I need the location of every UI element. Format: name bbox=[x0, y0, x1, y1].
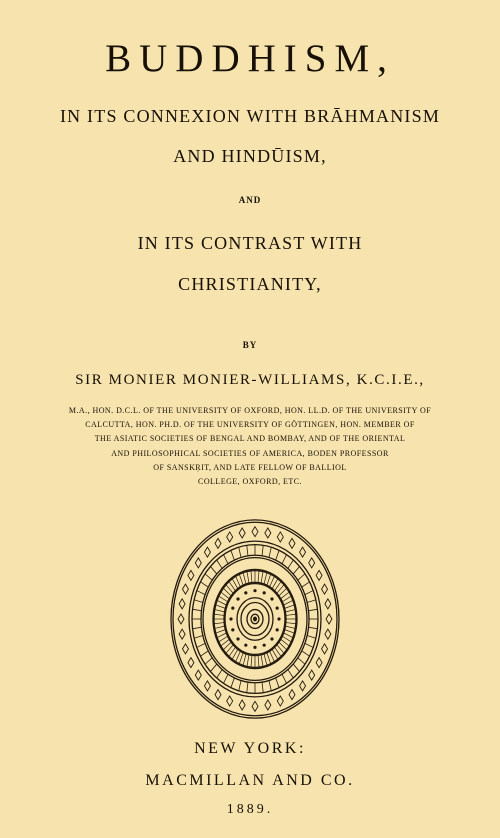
author-credentials bbox=[25, 404, 475, 489]
author-name: SIR MONIER MONIER-WILLIAMS, K.C.I.E., bbox=[75, 372, 425, 388]
credential-line: CALCUTTA, HON. PH.D. OF THE UNIVERSITY OF GÖTTINGEN, HON. MEMBER OF bbox=[85, 420, 415, 430]
book-title: BUDDHISM, bbox=[105, 37, 395, 80]
publication-year: 1889. bbox=[226, 802, 274, 817]
stupa-wheel-emblem-icon bbox=[170, 518, 340, 720]
credential-line: COLLEGE, OXFORD, ETC. bbox=[198, 477, 302, 487]
publication-place: NEW YORK: bbox=[194, 740, 306, 757]
credential-line: AND PHILOSOPHICAL SOCIETIES OF AMERICA, BODEN PROFESSOR bbox=[111, 448, 389, 458]
credential-line: THE ASIATIC SOCIETIES OF BENGAL AND BOMBAY, AND OF THE ORIENTAL bbox=[94, 434, 406, 444]
credential-line: OF SANSKṚIT, AND LATE FELLOW OF BALLIOL bbox=[153, 462, 347, 472]
by-label: BY bbox=[242, 340, 258, 350]
conjunction-and: AND bbox=[238, 195, 262, 205]
publisher-name: MACMILLAN AND CO. bbox=[145, 772, 355, 789]
subtitle-line-2: AND HINDŪISM, bbox=[173, 146, 327, 166]
subtitle-line-4: CHRISTIANITY, bbox=[178, 274, 322, 294]
credential-line: M.A., HON. D.C.L. OF THE UNIVERSITY OF OXFORD, HON. LL.D. OF THE UNIVERSITY OF bbox=[68, 406, 432, 415]
subtitle-line-1: IN ITS CONNEXION WITH BRĀHMANISM bbox=[59, 106, 441, 126]
subtitle-line-3: IN ITS CONTRAST WITH bbox=[137, 233, 363, 253]
